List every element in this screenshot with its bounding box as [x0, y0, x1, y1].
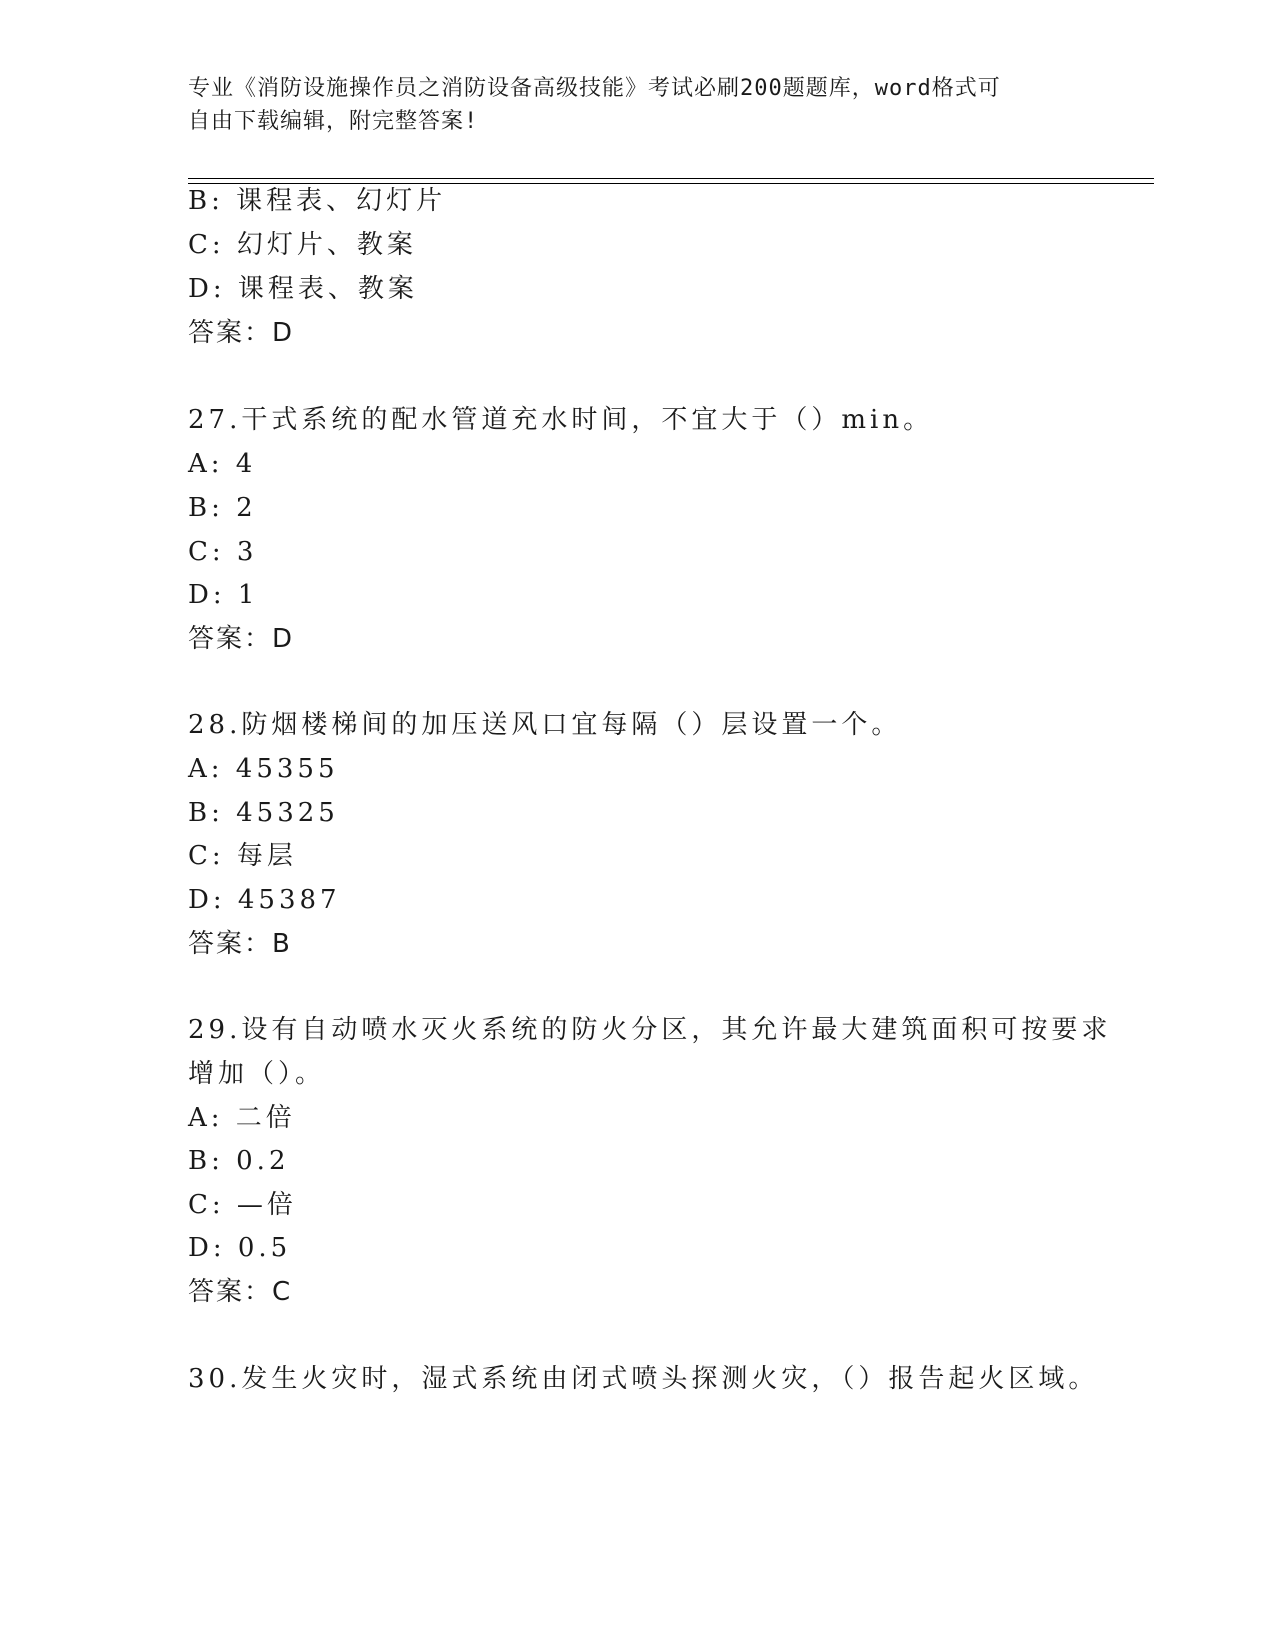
q28-option-a: A: 45355	[188, 754, 339, 784]
q26-option-b: B: 课程表、幻灯片	[188, 186, 447, 216]
q27-answer: 答案：D	[188, 624, 295, 654]
q28-option-c: C: 每层	[188, 841, 297, 871]
header-divider-bottom	[188, 183, 1154, 184]
q27-option-b: B: 2	[188, 493, 257, 523]
q26-answer: 答案：D	[188, 318, 295, 348]
header-title-line-1: 专业《消防设施操作员之消防设备高级技能》考试必刷200题题库，word格式可	[188, 76, 1001, 101]
q29-option-b: B: 0.2	[188, 1146, 290, 1176]
q27-option-d: D: 1	[188, 580, 259, 610]
q27-option-a: A: 4	[188, 449, 257, 479]
q28-question: 28.防烟楼梯间的加压送风口宜每隔（）层设置一个。	[188, 710, 902, 740]
q29-option-c: C: —倍	[188, 1190, 297, 1220]
q26-option-c: C: 幻灯片、教案	[188, 230, 417, 260]
q28-option-d: D: 45387	[188, 885, 341, 915]
q26-option-d: D: 课程表、教案	[188, 274, 418, 304]
q28-option-b: B: 45325	[188, 798, 339, 828]
q27-option-c: C: 3	[188, 537, 258, 567]
q28-answer: 答案：B	[188, 929, 292, 959]
q30-question: 30.发生火灾时，湿式系统由闭式喷头探测火灾，（）报告起火区域。	[188, 1364, 1099, 1394]
document-header	[188, 72, 1068, 138]
q29-question-line-2: 增加（）。	[188, 1059, 326, 1089]
q29-option-d: D: 0.5	[188, 1233, 292, 1263]
q29-option-a: A: 二倍	[188, 1103, 296, 1133]
q27-question: 27.干式系统的配水管道充水时间，不宜大于（）min。	[188, 405, 934, 435]
header-title-line-2: 自由下载编辑，附完整答案!	[188, 109, 479, 134]
q29-answer: 答案：C	[188, 1277, 293, 1307]
header-divider-top	[188, 178, 1154, 179]
q29-question-line-1: 29.设有自动喷水灭火系统的防火分区，其允许最大建筑面积可按要求	[188, 1015, 1112, 1045]
